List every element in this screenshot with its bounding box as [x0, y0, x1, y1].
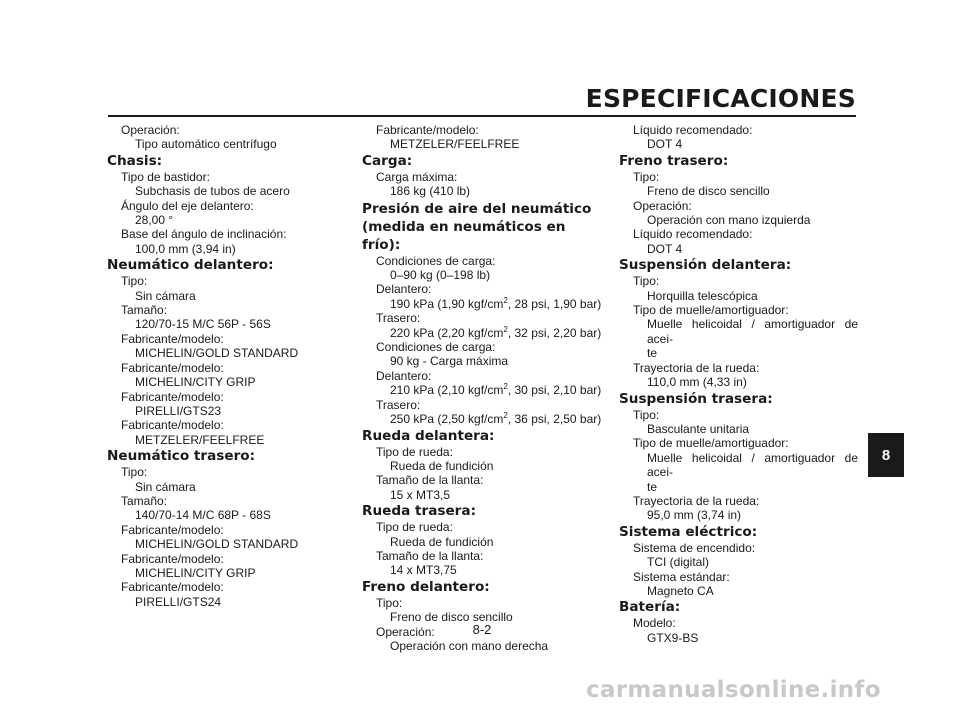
spec-label: Tipo de muelle/amortiguador:	[633, 303, 789, 318]
spec-label: Condiciones de carga:	[376, 253, 496, 268]
spec-value: MICHELIN/CITY GRIP	[135, 375, 256, 390]
spec-label: Base del ángulo de inclinación:	[121, 227, 287, 242]
spec-value: MICHELIN/GOLD STANDARD	[135, 537, 299, 552]
spec-value: Sin cámara	[135, 479, 196, 494]
spec-value-text: 210 kPa (2,10 kgf/cm	[390, 383, 504, 398]
spec-label: Ángulo del eje delantero:	[121, 198, 254, 213]
spec-label: Tipo:	[121, 465, 148, 480]
spec-value	[362, 326, 607, 340]
spec-label: Líquido recomendado:	[633, 123, 753, 137]
spec-label: Tipo de bastidor:	[121, 169, 210, 184]
spec-label: Tipo:	[376, 595, 403, 610]
spec-value: Tipo automático centrífugo	[135, 137, 277, 152]
spec-value: Magneto CA	[647, 583, 714, 598]
spec-value: Rueda de fundición	[390, 458, 494, 473]
superscript: 2	[503, 324, 508, 334]
spec-value: DOT 4	[647, 137, 683, 152]
spec-value	[362, 297, 607, 311]
spec-label: Delantero:	[376, 368, 432, 383]
superscript: 2	[503, 411, 508, 421]
spec-value	[362, 412, 607, 426]
spec-value: Operación con mano izquierda	[647, 213, 811, 228]
spec-value: 110,0 mm (4,33 in)	[647, 375, 747, 390]
spec-label: Sistema estándar:	[633, 569, 730, 584]
spec-label: Tamaño de la llanta:	[376, 473, 484, 488]
spec-label: Fabricante/modelo:	[376, 123, 479, 137]
spec-value: MICHELIN/CITY GRIP	[135, 565, 256, 580]
spec-value: Freno de disco sencillo	[390, 610, 513, 625]
spec-value: 14 x MT3,75	[390, 563, 457, 578]
chapter-tab: 8	[868, 433, 904, 477]
spec-value: 100,0 mm (3,94 in)	[135, 241, 236, 256]
spec-value: 28,00 °	[135, 213, 174, 228]
spec-value: DOT 4	[647, 241, 683, 256]
superscript: 2	[503, 295, 508, 305]
page-title: ESPECIFICACIONES	[585, 84, 856, 113]
spec-label: Tipo de muelle/amortiguador:	[633, 436, 789, 451]
spec-label: Delantero:	[376, 282, 432, 297]
spec-value: Rueda de fundición	[390, 534, 494, 549]
spec-value: Muelle helicoidal / amortiguador de acei-	[647, 317, 858, 346]
spec-label: Operación:	[121, 123, 180, 137]
spec-label: Fabricante/modelo:	[121, 389, 224, 404]
spec-column-2	[362, 123, 607, 653]
spec-label: Tamaño:	[121, 303, 168, 318]
page-number: 8-2	[472, 622, 492, 637]
spec-label: Carga máxima:	[376, 169, 458, 184]
superscript: 2	[503, 382, 508, 392]
section-heading: Neumático trasero:	[107, 448, 256, 465]
section-heading: Sistema eléctrico:	[619, 523, 758, 540]
spec-label: Trasero:	[376, 397, 421, 412]
section-heading: Neumático delantero:	[107, 257, 274, 274]
spec-value: TCI (digital)	[647, 555, 710, 570]
spec-value: METZELER/FEELFREE	[135, 432, 265, 447]
section-heading: Suspensión delantera:	[619, 257, 792, 274]
spec-value: Operación con mano derecha	[390, 638, 549, 653]
spec-label: Trasero:	[376, 311, 421, 326]
spec-value: 140/70-14 M/C 68P - 68S	[135, 508, 271, 523]
spec-label: Operación:	[376, 624, 435, 639]
spec-value: Horquilla telescópica	[647, 288, 758, 303]
watermark: carmanualsonline.info	[586, 677, 881, 703]
spec-label: Condiciones de carga:	[376, 340, 496, 355]
spec-value: te	[647, 346, 658, 361]
spec-label: Tipo:	[633, 169, 660, 184]
spec-label: Tipo de rueda:	[376, 520, 453, 535]
spec-value-text: , 36 psi, 2,50 bar)	[507, 412, 602, 427]
spec-value-text: , 28 psi, 1,90 bar)	[507, 296, 602, 311]
spec-value: te	[647, 479, 658, 494]
header-rule	[108, 115, 856, 117]
spec-label: Fabricante/modelo:	[121, 360, 224, 375]
section-heading: Rueda delantera:	[362, 427, 495, 444]
spec-label: Fabricante/modelo:	[121, 522, 224, 537]
spec-label: Trayectoria de la rueda:	[633, 360, 760, 375]
section-heading: Suspensión trasera:	[619, 390, 773, 407]
spec-label: Trayectoria de la rueda:	[633, 493, 760, 508]
spec-label: Líquido recomendado:	[633, 227, 753, 242]
spec-label: Operación:	[633, 198, 692, 213]
section-heading: Rueda trasera:	[362, 503, 477, 520]
spec-value-text: 220 kPa (2,20 kgf/cm	[390, 325, 504, 340]
spec-value: Sin cámara	[135, 288, 196, 303]
spec-column-3	[619, 123, 862, 645]
section-heading: Freno trasero:	[619, 152, 729, 169]
spec-value: METZELER/FEELFREE	[390, 137, 520, 152]
spec-value-text: 250 kPa (2,50 kgf/cm	[390, 412, 504, 427]
spec-label: Fabricante/modelo:	[121, 418, 224, 433]
spec-value: 90 kg - Carga máxima	[390, 354, 509, 369]
spec-value: PIRELLI/GTS23	[135, 403, 222, 418]
spec-value-text: , 30 psi, 2,10 bar)	[507, 383, 602, 398]
spec-label: Fabricante/modelo:	[121, 551, 224, 566]
section-heading: Batería:	[619, 599, 681, 616]
spec-label: Tamaño de la llanta:	[376, 548, 484, 563]
section-heading: Chasis:	[107, 152, 163, 169]
section-heading: Carga:	[362, 152, 413, 169]
spec-label: Modelo:	[633, 616, 676, 631]
spec-value	[362, 383, 607, 397]
spec-value-text: , 32 psi, 2,20 bar)	[507, 325, 602, 340]
spec-label: Tipo de rueda:	[376, 444, 453, 459]
spec-label: Fabricante/modelo:	[121, 331, 224, 346]
spec-value: Freno de disco sencillo	[647, 184, 770, 199]
spec-value: 120/70-15 M/C 56P - 56S	[135, 317, 271, 332]
spec-value: GTX9-BS	[647, 630, 699, 645]
spec-value: 186 kg (410 lb)	[390, 184, 471, 199]
spec-value: 15 x MT3,5	[390, 487, 451, 502]
spec-value: Muelle helicoidal / amortiguador de acei-	[647, 450, 858, 480]
spec-value: 95,0 mm (3,74 in)	[647, 508, 742, 523]
spec-value: Basculante unitaria	[647, 421, 750, 436]
spec-value-text: 190 kPa (1,90 kgf/cm	[390, 296, 504, 311]
section-heading: Freno delantero:	[362, 578, 490, 595]
section-heading: Presión de aire del neumático (medida en neumáticos en frío):	[362, 200, 592, 253]
spec-column-1	[107, 123, 343, 609]
spec-label: Tipo:	[633, 407, 660, 422]
spec-value: Subchasis de tubos de acero	[135, 184, 290, 199]
spec-label: Fabricante/modelo:	[121, 580, 224, 595]
spec-label: Tipo:	[121, 274, 148, 289]
spec-value: MICHELIN/GOLD STANDARD	[135, 346, 299, 361]
spec-label: Sistema de encendido:	[633, 540, 756, 555]
spec-value: PIRELLI/GTS24	[135, 594, 222, 609]
spec-label: Tipo:	[633, 274, 660, 289]
spec-value: 0–90 kg (0–198 lb)	[390, 268, 491, 283]
spec-label: Tamaño:	[121, 493, 168, 508]
